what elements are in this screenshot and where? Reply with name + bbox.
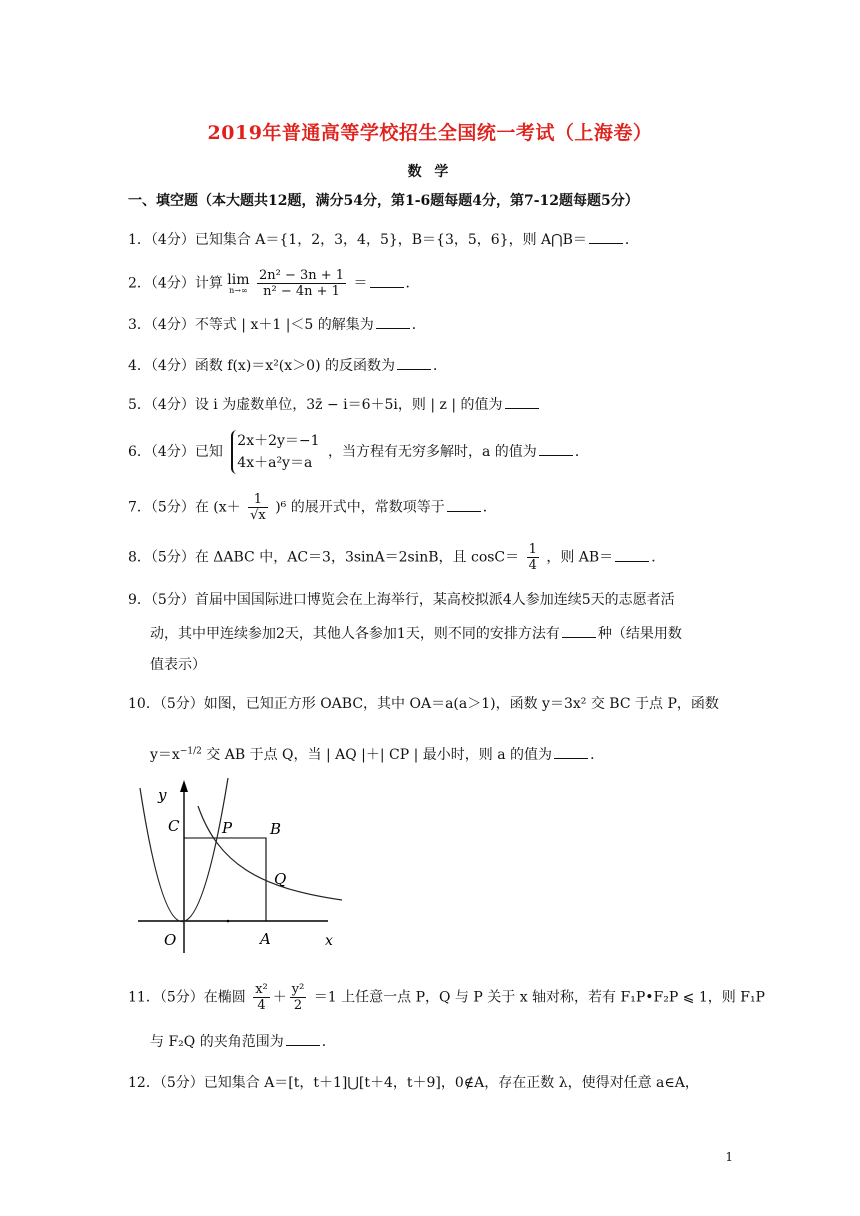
fraction: $\frac{1}{√x}$ — [250, 492, 266, 523]
question-8: 8．（5分）在 ΔABC 中，AC＝3，3sinA＝2sinB，且 cosC＝ $\frac{1}{4}$ ，则 AB＝ ． — [128, 542, 666, 573]
question-1: 1．（4分）已知集合 A＝{1，2，3，4，5}，B＝{3，5，6}，则 A⋂B＝ ． — [128, 232, 639, 248]
label-b: B — [270, 820, 282, 838]
answer-blank — [505, 396, 539, 409]
answer-blank — [376, 316, 410, 329]
page-number: 1 — [725, 1150, 733, 1164]
question-5: 5．（4分）设 i 为虚数单位，3z̄ − i＝6＋5i，则 | z | 的值为 — [128, 394, 541, 414]
question-7: 7．（5分）在 (x＋ $\frac{1}{√x}$ )⁶ 的展开式中，常数项等于 ． — [128, 492, 497, 523]
label-y: y — [158, 786, 167, 804]
fraction: $\frac{\text{x²}}{4}$ — [255, 982, 268, 1013]
question-12: 12．（5分）已知集合 A＝[t，t＋1]⋃[t＋4，t＋9]，0∉A，存在正数 λ，使得对任意 a∈A， — [128, 1075, 699, 1091]
question-11-line-2: 与 F₂Q 的夹角范围为 ． — [150, 1034, 336, 1050]
question-9-line-3: 值表示） — [150, 657, 206, 673]
limit-operator: lim n→∞ — [227, 271, 250, 295]
label-q: Q — [274, 870, 287, 888]
question-6: 6．（4分）已知 2x＋2y＝−1 4x＋a²y＝a ，当方程有无穷多解时，a 的值为 ． — [128, 430, 589, 474]
equation-system: 2x＋2y＝−1 4x＋a²y＝a — [231, 430, 319, 474]
answer-blank — [589, 231, 623, 244]
page-title: 2019年普通高等学校招生全国统一考试（上海卷） — [207, 122, 653, 144]
question-9-line-2: 动，其中甲连续参加2天，其他人各参加1天，则不同的安排方法有 种（结果用数 — [150, 626, 682, 642]
fraction: $\frac{\text{2n² − 3n + 1}}{\text{n² − 4n + 1}}$ — [258, 268, 345, 299]
label-c: C — [168, 817, 180, 835]
answer-blank — [286, 1033, 320, 1046]
answer-blank — [397, 357, 431, 370]
question-10: 10．（5分）如图，已知正方形 OABC，其中 OA＝a(a＞1)，函数 y＝3x² 交 BC 于点 P，函数 — [128, 696, 719, 712]
answer-blank — [447, 499, 481, 512]
question-2: 2．（4分）计算 lim n→∞ $\frac{\text{2n² − 3n + 1}}{\text{n² − 4n + 1}}$ ＝ ． — [128, 268, 420, 299]
label-o: O — [164, 931, 177, 949]
question-9: 9．（5分）首届中国国际进口博览会在上海举行，某高校拟派4人参加连续5天的志愿者活 — [128, 592, 675, 608]
label-p: P — [222, 819, 233, 837]
y-axis-arrow — [180, 780, 188, 792]
fraction: $\frac{1}{4}$ — [528, 542, 537, 573]
label-x: x — [325, 933, 333, 949]
label-a: A — [260, 930, 271, 948]
question-10-line-2: $y=x^{-1/2}$ 交 AB 于点 Q，当 | AQ |＋| CP | 最小时，则 a 的值为 ． — [150, 746, 605, 763]
subject-heading: 数 学 — [407, 164, 453, 180]
section-heading: 一、填空题（本大题共12题，满分54分，第1-6题每题4分，第7-12题每题5分） — [128, 193, 639, 209]
question-10-figure — [128, 778, 350, 960]
answer-blank — [539, 443, 573, 456]
question-11: 11．（5分）在椭圆 $\frac{\text{x²}}{4}$ ＋ $\frac{\text{y²}}{2}$ ＝1 上任意一点 P，Q 与 P 关于 x 轴对称，若有 F₁P•F₂P ⩽ 1，则 F₁P — [128, 982, 765, 1013]
answer-blank — [554, 746, 588, 759]
answer-blank — [615, 549, 649, 562]
answer-blank — [562, 625, 596, 638]
question-4: 4．（4分）函数 f(x)＝x²(x＞0) 的反函数为 ． — [128, 358, 447, 374]
question-3: 3．（4分）不等式 | x＋1 |＜5 的解集为 ． — [128, 317, 426, 333]
fraction: $\frac{\text{y²}}{2}$ — [291, 982, 305, 1013]
answer-blank — [370, 275, 404, 288]
